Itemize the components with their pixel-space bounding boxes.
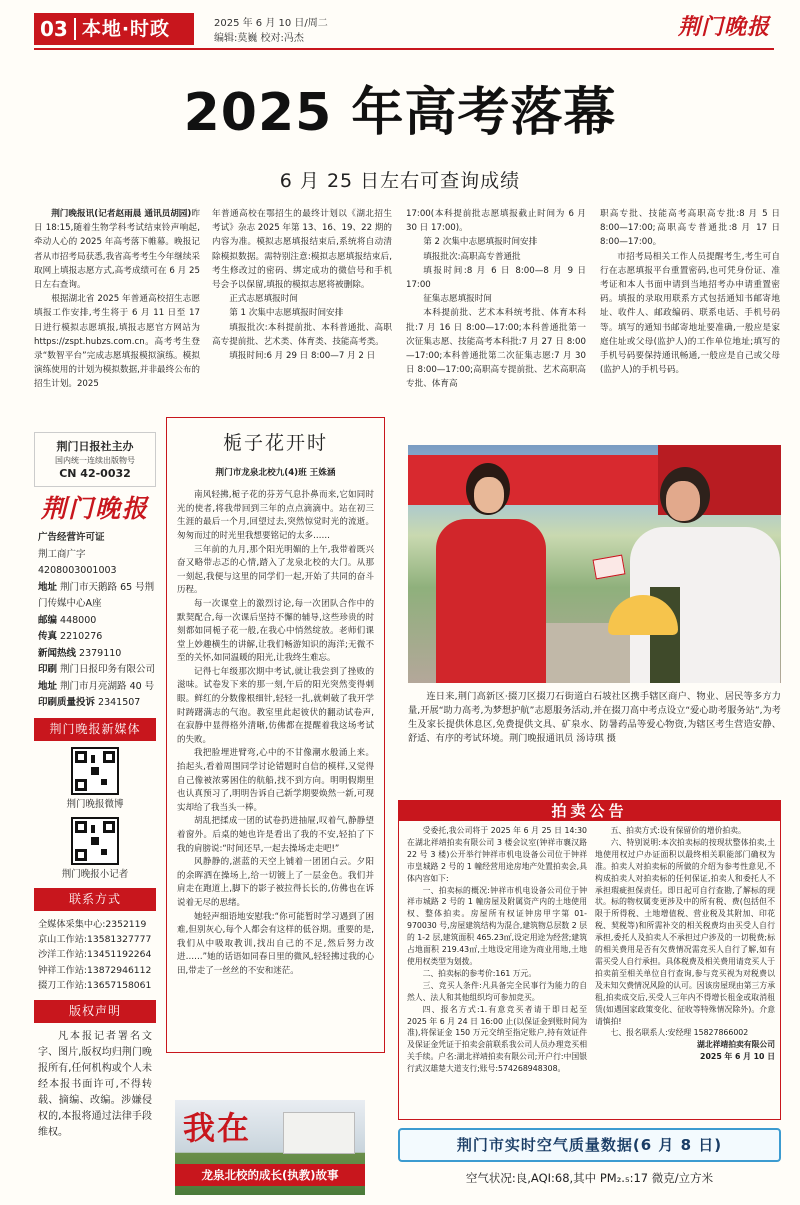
article-paragraph: 第 2 次集中志愿填报时间安排 xyxy=(423,237,538,248)
auction-paragraph: 二、拍卖标的参考价:161 万元。 xyxy=(422,968,537,978)
section-title: 本地·时政 xyxy=(81,17,171,40)
date-line: 2025 年 6 月 10 日/周二 xyxy=(214,18,328,29)
header-meta xyxy=(214,16,328,46)
auction-paragraph: 四、报名方式:1.有意竞买者请于即日起至 2025 年 6 月 24 日 16:00 止(以保证金到账时间为准),将保证金 150 万元交纳至指定账户,持有效证件及保证金凭证于拍卖会前联系我公司人员办理竞买相关手续。户名:湖北祥靖拍卖有限公司;开户行:中国银行武汉雄楚大道支行;账号:574268948308。 xyxy=(407,1004,587,1074)
article-paragraph: 职高专批、技能高考高职高专批:8 月 5 日 8:00—17:00;高职高专普通批:8 月 17 日 8:00—17:00。 xyxy=(600,209,780,248)
info-line: 地址 荆门市月亮湖路 40 号 xyxy=(38,680,155,692)
section-header xyxy=(34,13,194,45)
masthead-sidebar xyxy=(34,432,156,1195)
auction-paragraph: 受委托,我公司将于 2025 年 6 月 25 日 14:30 在湖北祥靖拍卖有限公司 3 楼会议室(钟祥市襄汉路 22 号 3 楼)公开举行钟祥市机电设备公司位于钟祥市皇城路 2 号的 1 幢经营用途房地产处置拍卖会,具体内容如下: xyxy=(407,826,587,883)
info-line: 新闻热线 2379110 xyxy=(38,647,122,659)
rights-text: 凡本报记者署名文字、图片,版权均归荆门晚报所有,任何机构或个人未经本报书面许可,不得转载、摘编、改编。涉嫌侵权的,本报将通过法律手段维权。 xyxy=(38,1030,152,1138)
cn-number: CN 42-0032 xyxy=(59,466,131,480)
qr-caption: 荆门晚报小记者 xyxy=(61,869,129,881)
info-line: 荆工商广字 4208003001003 xyxy=(38,548,117,577)
headline: 2025 年高考落幕 xyxy=(183,83,617,143)
auction-paragraph: 六、特别说明:本次拍卖标的按现状整体拍卖,土地使用权过户办证面积以最终相关职能部门确权为准。拍卖人对拍卖标的所做的介绍为参考性意见,不构成拍卖人对拍卖标的任何保证,拍卖人和委托人不承担瑕疵担保责任。即日起可自行查勘,了解标的现状。标的物权属变更涉及中的所有税、费(包括但不限于所得税、土地增值税、营业税及其附加、印花税、契税等)和所需补交的相关税费均由买受人自行承担,委托人及拍卖人不承担过户涉及的一切税费;标的相关费用是否有欠费情况需竞买人自行了解,如有需买受人自行承担。具体税费及相关费用请竞买人于拍卖前至相关单位自行查询,参与竞买视为对税费以及未知欠费情况风险的认可。因该房屋现由第三方承租,拍卖成交后,买受人三年内不得增长租金或取消租赁(如遇国家政策变化、征收等特殊情况除外)。介意请慎拍! xyxy=(595,837,775,1026)
article-paragraph: 第 1 次集中志愿填报时间安排 xyxy=(229,308,344,319)
lead-paragraph: 荆门晚报讯(记者赵雨晨 通讯员胡园)昨日 18:15,随着生物学科考试结束铃声响起,牵动人心的 2025 年高考落下帷幕。晚报记者从市招考局获悉,我省高考考生今年继续采取网上填报志愿方式,高考成绩可在 6 月 25 日左右查询。 xyxy=(34,209,201,291)
essay-byline: 荆门市龙泉北校九(4)班 王姝涵 xyxy=(215,467,336,478)
auction-right-column xyxy=(595,825,775,1063)
school-building xyxy=(283,1112,355,1154)
sidebar-logo: 荆门晚报 xyxy=(40,493,149,523)
essay-paragraph: 我把脸埋进臂弯,心中的不甘像潮水般涌上来。抬起头,看着周围同学讨论错题时自信的模样,又觉得自己像被浓雾困住的航船,找不到方向。明明假期里也认真预习了,明明告诉自己新学期要焕然一新,可现实却给了我当头一棒。 xyxy=(177,748,374,813)
newspaper-logo: 荆门晚报 xyxy=(678,14,771,40)
issn-label: 国内统一连续出版物号 xyxy=(55,455,135,465)
essay-box xyxy=(166,417,385,1053)
subheadline: 6 月 25 日左右可查询成绩 xyxy=(279,170,521,192)
contact-item: 全媒体采集中心:2352119 xyxy=(38,918,147,930)
auction-title: 拍卖公告 xyxy=(399,801,780,821)
column-promo-banner[interactable] xyxy=(175,1100,365,1195)
essay-paragraph: 每一次课堂上的激烈讨论,每一次团队合作中的默契配合,每一次课后坚持不懈的辅导,这些珍贵的时刻都如同栀子花一般,在我心中悄然绽放。老师们课堂上妙趣横生的讲解,让我们畅游知识的海洋;无微不至的关怀,如同温暖的阳光,让我终生难忘。 xyxy=(177,598,374,664)
contact-list xyxy=(34,917,156,994)
essay-paragraph: 三年前的九月,那个阳光明媚的上午,我带着既兴奋又略带忐忑的心情,踏入了龙泉北校的大门。从那一刻起,我便与这里的同学们一起,开始了共同的奋斗历程。 xyxy=(177,544,374,596)
essay-paragraph: 记得七年级那次期中考试,就让我尝到了挫败的滋味。试卷发下来的那一刻,午后的阳光突然变得刺眼。鲜红的分数像根细针,轻轻一扎,就刺破了我开学时踌躇满志的气泡。教室里此起彼伏的翻动试卷声,在寂静中显得格外清晰,仿佛都在提醒着我这场考试的失败。 xyxy=(177,666,374,745)
auction-left-column xyxy=(407,825,587,1075)
article-paragraph: 填报时间:8 月 6 日 8:00—8 月 9 日 17:00 xyxy=(406,265,586,291)
handout-card xyxy=(592,555,625,580)
new-media-title: 荆门晚报新媒体 xyxy=(34,718,156,741)
auction-paragraph: 七、报名联系人:安经理 15827866002 xyxy=(610,1028,749,1038)
auction-notice xyxy=(398,800,781,1120)
contact-item: 京山工作站:13581327777 xyxy=(38,934,152,946)
info-line: 印刷 荆门日报印务有限公司 xyxy=(38,664,156,676)
essay-paragraph: 她轻声细语地安慰我:“你可能暂时学习遇到了困难,但别灰心,每个人都会有这样的低谷期。重要的是,我们从中吸取教训,找出自己的不足,然后努力改进……”她的话语如同春日里的微风,轻轻拂过我的心田,带走了一丝丝的不安和迷茫。 xyxy=(177,911,374,976)
promo-strip-text: 龙泉北校的成长(执教)故事 xyxy=(175,1164,365,1186)
essay-title: 栀子花开时 xyxy=(222,432,328,454)
dateline: 荆门晚报讯(记者赵雨晨 通讯员胡园) xyxy=(51,209,192,219)
page-number: 03 xyxy=(34,18,76,40)
reporter-qr-code[interactable] xyxy=(71,817,119,865)
lead-column-2 xyxy=(212,207,392,363)
article-paragraph: 本科提前批、艺术本科统考批、体育本科批:7 月 16 日 8:00—17:00;本科普通批第一次征集志愿、技能高考本科批:7 月 27 日 8:00—17:00;本科普通批第二次征集志愿:7 月 30 日 8:00—17:00;高职高专提前批、艺术高职高专批、体育高 xyxy=(406,308,586,390)
auction-paragraph: 三、竞买人条件:凡具备完全民事行为能力的自然人、法人和其他组织均可参加竞买。 xyxy=(407,980,587,1002)
weibo-qr-code[interactable] xyxy=(71,747,119,795)
photo-caption: 连日来,荆门高新区·掇刀区掇刀石街道白石坡社区携手辖区商户、物业、居民等多方力量,开展“助力高考,为梦想护航”志愿服务活动,并在掇刀高中考点设立“爱心助考服务站”,为考生及家长提供休息区,免费提供文具、矿泉水、防暑药品等爱心物资,为辖区考生营造安静、舒适、有序的考试环境。荆门晚报通讯员 汤诗琪 摄 xyxy=(408,691,781,744)
auction-paragraph: 五、拍卖方式:设有保留价的增价拍卖。 xyxy=(610,826,746,835)
info-line: 传真 2210276 xyxy=(38,631,103,643)
header-rule xyxy=(34,48,774,50)
info-line: 地址 荆门市天鹅路 65 号荆门传媒中心A座 xyxy=(38,581,155,610)
contact-item: 钟祥工作站:13872946112 xyxy=(38,964,152,976)
parent-figure xyxy=(630,467,780,683)
contact-item: 沙洋工作站:13451192264 xyxy=(38,949,152,961)
essay-paragraph: 南风轻拂,栀子花的芬芳气息扑鼻而来,它如同时光的使者,将我带回到三年的点点滴滴中。站在初三生涯的最后一个月,回望过去,突然惊觉时光的流逝。匆匆而过的时光里我想要铭记的太多…… xyxy=(177,490,374,541)
qr-caption: 荆门晚报微博 xyxy=(66,798,124,810)
article-paragraph: 填报批次:高职高专普通批 xyxy=(423,251,521,262)
essay-paragraph: 风静静的,湛蓝的天空上铺着一团团白云。夕阳的余晖洒在操场上,给一切镀上了一层金色。我们并肩走在跑道上,脚下的影子被拉得长长的,仿佛也在诉说着无尽的思绪。 xyxy=(177,857,374,908)
essay-paragraph: 胡乱把揉成一团的试卷扔进抽屉,叹着气,静静望着窗外。后桌的她也许是看出了我的不安,轻拍了下我的肩膀说:“时间还早,一起去操场走走吧!” xyxy=(177,816,374,854)
auction-date: 2025 年 6 月 10 日 xyxy=(700,1052,775,1062)
volunteer-figure xyxy=(426,463,546,683)
info-line: 印刷质量投诉 2341507 xyxy=(38,697,141,709)
publication-info xyxy=(34,530,156,712)
lead-column-3 xyxy=(406,207,586,392)
info-line: 广告经营许可证 xyxy=(38,532,105,544)
promo-big-text: 我在 xyxy=(183,1109,252,1147)
article-paragraph: 正式志愿填报时间 xyxy=(229,294,298,305)
contact-title: 联系方式 xyxy=(34,888,156,911)
editor-line: 编辑:莫巍 校对:冯杰 xyxy=(214,33,304,44)
auction-paragraph: 一、拍卖标的概况:钟祥市机电设备公司位于钟祥市城路 2 号的 1 幢房屋及附属资产内的土地使用权、整体拍卖。房屋所有权证钟房甲字第 01-970030 号,房屋建筑结构为混合,建筑物总层数 2 层的 1-2 层,建筑面积 465.23㎡,设定用途为经营;建筑占地面积 219.43㎡,土地设定用途为商业用地,土地使用权类型为划拨。 xyxy=(407,885,587,966)
publisher-box xyxy=(34,432,156,487)
contact-item: 掇刀工作站:13657158061 xyxy=(38,980,152,992)
article-paragraph: 填报批次:本科提前批、本科普通批、高职高专提前批、艺术类、体育类、技能高考类。 xyxy=(212,322,392,347)
article-paragraph: 根据湖北省 2025 年普通高校招生志愿填报工作安排,考生将于 6 月 11 日至 17 日进行模拟志愿填报,填报志愿官方网站为 https://zspt.hubzs.com.cn。高考考生登录“数智平台”完成志愿填报模拟演练。模拟演练使用的计划为模拟数据,并非最终公布的招生计划。2025 xyxy=(34,294,201,390)
air-quality-condition: 空气状况:良,AQI:68,其中 PM₂.₅:17 微克/立方米 xyxy=(465,1171,714,1185)
publisher-org: 荆门日报社主办 xyxy=(56,440,134,453)
article-paragraph: 征集志愿填报时间 xyxy=(423,294,492,305)
lead-column-4 xyxy=(600,207,780,377)
article-paragraph: 填报时间:6 月 29 日 8:00—7 月 2 日 xyxy=(229,351,376,362)
news-photo xyxy=(408,445,781,683)
article-paragraph: 年普通高校在鄂招生的最终计划以《湖北招生考试》杂志 2025 年第 13、16、19、22 期的内容为准。模拟志愿填报结束后,系统将自动清除模拟数据。需特别注意:模拟志愿填报结束后,考生修改过的密码、绑定成功的微信号和手机号会予以保留,填报的模拟志愿将被删除。 xyxy=(212,209,392,291)
auction-signature: 湖北祥靖拍卖有限公司 xyxy=(697,1040,775,1050)
air-quality-panel xyxy=(398,1128,781,1195)
article-paragraph: 市招考局相关工作人员提醒考生,考生可自行在志愿填报平台重置密码,也可凭身份证、准考证和本人书面申请到当地招考办申请重置密码。填报的录取用联系方式包括通知书邮寄地址、收件人、邮政编码、联系电话、手机号码等。填写的通知书邮寄地址要准确,一般应是家庭住址或父母(监护人)的工作单位地址;填写的手机号码要保持通讯畅通,一般应是自己或父母(监护人)的手机号码。 xyxy=(600,251,780,376)
info-line: 邮编 448000 xyxy=(38,614,97,626)
article-paragraph: 17:00(本科提前批志愿填报截止时间为 6 月 30 日 17:00)。 xyxy=(406,209,586,234)
rights-title: 版权声明 xyxy=(34,1000,156,1023)
air-quality-title: 荆门市实时空气质量数据(6 月 8 日) xyxy=(398,1128,781,1162)
lead-column-1 xyxy=(34,207,200,392)
essay-body xyxy=(177,489,374,978)
